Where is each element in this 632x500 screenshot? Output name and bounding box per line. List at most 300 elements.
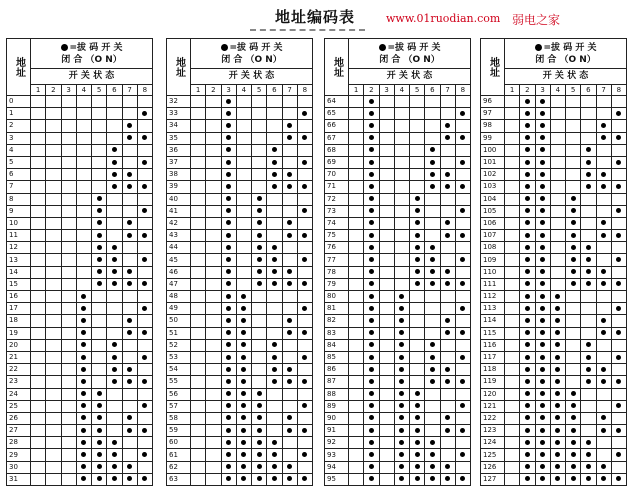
switch-cell-8 xyxy=(455,315,470,327)
address-value: 78 xyxy=(325,266,349,278)
switch-cell-8 xyxy=(297,181,312,193)
switch-cell-2 xyxy=(206,351,221,363)
switch-cell-2 xyxy=(520,108,535,120)
switch-cell-8 xyxy=(455,230,470,242)
switch-cell-1 xyxy=(31,230,46,242)
switch-on-dot-icon xyxy=(369,245,374,250)
switch-cell-5 xyxy=(410,364,425,376)
switch-cell-2 xyxy=(206,327,221,339)
switch-cell-8 xyxy=(611,266,626,278)
switch-on-dot-icon xyxy=(287,281,292,286)
switch-cell-4 xyxy=(236,425,251,437)
switch-number-3: 3 xyxy=(221,85,236,96)
switch-cell-5 xyxy=(566,181,581,193)
switch-cell-7 xyxy=(122,108,137,120)
switch-cell-4 xyxy=(550,327,565,339)
switch-on-dot-icon xyxy=(226,403,231,408)
switch-cell-5 xyxy=(566,291,581,303)
switch-cell-3 xyxy=(221,120,236,132)
switch-cell-1 xyxy=(191,193,206,205)
switch-on-dot-icon xyxy=(555,428,560,433)
switch-cell-8 xyxy=(455,388,470,400)
switch-on-dot-icon xyxy=(616,330,621,335)
switch-on-dot-icon xyxy=(369,123,374,128)
switch-cell-4 xyxy=(76,108,91,120)
switch-on-dot-icon xyxy=(302,379,307,384)
switch-cell-2 xyxy=(364,473,379,485)
switch-cell-4 xyxy=(394,425,409,437)
switch-cell-4 xyxy=(76,449,91,461)
switch-cell-8 xyxy=(611,376,626,388)
switch-on-dot-icon xyxy=(112,257,117,262)
table-row xyxy=(325,205,471,217)
address-value: 96 xyxy=(481,96,505,108)
switch-cell-8 xyxy=(297,96,312,108)
switch-cell-8 xyxy=(297,169,312,181)
switch-on-dot-icon xyxy=(430,342,435,347)
table-row xyxy=(167,217,313,229)
switch-on-dot-icon xyxy=(142,184,147,189)
switch-on-dot-icon xyxy=(226,306,231,311)
switch-on-dot-icon xyxy=(81,342,86,347)
switch-on-dot-icon xyxy=(571,452,576,457)
table-row xyxy=(7,181,153,193)
switch-on-dot-icon xyxy=(525,220,530,225)
switch-cell-8 xyxy=(455,327,470,339)
address-value: 10 xyxy=(7,217,31,229)
switch-cell-3 xyxy=(535,278,550,290)
switch-cell-5 xyxy=(252,132,267,144)
table-row xyxy=(167,169,313,181)
switch-cell-4 xyxy=(394,364,409,376)
switch-cell-5 xyxy=(92,425,107,437)
table-row xyxy=(325,303,471,315)
switch-cell-7 xyxy=(440,412,455,424)
switch-on-dot-icon xyxy=(571,391,576,396)
switch-on-dot-icon xyxy=(445,330,450,335)
switch-on-dot-icon xyxy=(226,294,231,299)
table-row xyxy=(167,205,313,217)
switch-cell-6 xyxy=(267,461,282,473)
switch-on-dot-icon xyxy=(257,233,262,238)
switch-cell-3 xyxy=(61,144,76,156)
table-row xyxy=(7,425,153,437)
switch-cell-2 xyxy=(364,120,379,132)
switch-cell-3 xyxy=(61,156,76,168)
switch-cell-7 xyxy=(596,230,611,242)
switch-cell-6 xyxy=(107,181,122,193)
switch-on-dot-icon xyxy=(571,415,576,420)
switch-cell-4 xyxy=(394,132,409,144)
switch-cell-4 xyxy=(76,412,91,424)
switch-on-dot-icon xyxy=(571,257,576,262)
switch-cell-8 xyxy=(455,291,470,303)
switch-cell-5 xyxy=(92,351,107,363)
switch-cell-3 xyxy=(379,266,394,278)
switch-cell-6 xyxy=(107,156,122,168)
switch-on-dot-icon xyxy=(540,135,545,140)
switch-cell-6 xyxy=(267,181,282,193)
switch-cell-3 xyxy=(221,376,236,388)
switch-on-dot-icon xyxy=(415,245,420,250)
address-value: 127 xyxy=(481,473,505,485)
switch-on-dot-icon xyxy=(81,415,86,420)
switch-on-dot-icon xyxy=(226,355,231,360)
switch-cell-5 xyxy=(252,169,267,181)
switch-cell-3 xyxy=(535,144,550,156)
switch-on-dot-icon xyxy=(97,233,102,238)
switch-on-dot-icon xyxy=(287,233,292,238)
address-value: 113 xyxy=(481,303,505,315)
switch-on-dot-icon xyxy=(460,428,465,433)
switch-number-5: 5 xyxy=(410,85,425,96)
switch-cell-7 xyxy=(596,400,611,412)
switch-cell-8 xyxy=(137,315,152,327)
address-value: 9 xyxy=(7,205,31,217)
switch-cell-4 xyxy=(76,291,91,303)
switch-on-dot-icon xyxy=(302,281,307,286)
switch-cell-4 xyxy=(550,205,565,217)
switch-number-2: 2 xyxy=(46,85,61,96)
switch-cell-5 xyxy=(92,388,107,400)
switch-cell-7 xyxy=(440,303,455,315)
switch-on-dot-icon xyxy=(257,440,262,445)
switch-on-dot-icon xyxy=(540,379,545,384)
switch-on-dot-icon xyxy=(525,147,530,152)
switch-cell-4 xyxy=(236,230,251,242)
switch-cell-6 xyxy=(267,437,282,449)
switch-on-dot-icon xyxy=(415,257,420,262)
switch-cell-6 xyxy=(425,242,440,254)
switch-on-dot-icon xyxy=(555,318,560,323)
switch-cell-7 xyxy=(596,156,611,168)
switch-on-dot-icon xyxy=(226,123,231,128)
switch-cell-3 xyxy=(61,425,76,437)
switch-on-dot-icon xyxy=(272,269,277,274)
switch-cell-6 xyxy=(425,193,440,205)
switch-cell-3 xyxy=(379,315,394,327)
switch-cell-1 xyxy=(31,254,46,266)
switch-on-dot-icon xyxy=(226,196,231,201)
table-row xyxy=(167,376,313,388)
switch-on-dot-icon xyxy=(540,196,545,201)
switch-on-dot-icon xyxy=(257,269,262,274)
switch-cell-1 xyxy=(191,291,206,303)
switch-cell-7 xyxy=(282,291,297,303)
switch-cell-5 xyxy=(566,339,581,351)
switch-cell-3 xyxy=(221,291,236,303)
switch-on-dot-icon xyxy=(586,355,591,360)
switch-on-dot-icon xyxy=(571,208,576,213)
switch-cell-7 xyxy=(122,351,137,363)
legend-dot-icon xyxy=(379,44,386,51)
switch-cell-8 xyxy=(137,339,152,351)
address-value: 4 xyxy=(7,144,31,156)
table-row xyxy=(7,132,153,144)
switch-on-dot-icon xyxy=(272,464,277,469)
switch-cell-3 xyxy=(61,193,76,205)
switch-cell-1 xyxy=(349,376,364,388)
switch-on-dot-icon xyxy=(97,269,102,274)
switch-on-dot-icon xyxy=(241,318,246,323)
switch-cell-6 xyxy=(267,339,282,351)
switch-on-dot-icon xyxy=(226,318,231,323)
switch-cell-6 xyxy=(581,193,596,205)
switch-cell-3 xyxy=(221,156,236,168)
switch-cell-3 xyxy=(535,291,550,303)
switch-cell-4 xyxy=(550,144,565,156)
address-value: 27 xyxy=(7,425,31,437)
address-value: 67 xyxy=(325,132,349,144)
switch-cell-5 xyxy=(566,217,581,229)
switch-cell-5 xyxy=(252,351,267,363)
switch-on-dot-icon xyxy=(445,281,450,286)
switch-cell-5 xyxy=(252,193,267,205)
switch-on-dot-icon xyxy=(586,452,591,457)
table-row xyxy=(481,181,627,193)
switch-cell-5 xyxy=(410,291,425,303)
switch-cell-5 xyxy=(252,156,267,168)
switch-cell-1 xyxy=(31,339,46,351)
switch-cell-3 xyxy=(535,217,550,229)
switch-cell-4 xyxy=(236,120,251,132)
switch-on-dot-icon xyxy=(272,172,277,177)
switch-on-dot-icon xyxy=(81,318,86,323)
switch-on-dot-icon xyxy=(616,208,621,213)
switch-on-dot-icon xyxy=(97,452,102,457)
switch-cell-4 xyxy=(550,376,565,388)
address-value: 18 xyxy=(7,315,31,327)
switch-cell-4 xyxy=(236,364,251,376)
switch-on-dot-icon xyxy=(525,342,530,347)
address-value: 91 xyxy=(325,425,349,437)
switch-cell-2 xyxy=(364,242,379,254)
switch-on-dot-icon xyxy=(601,379,606,384)
switch-cell-5 xyxy=(566,242,581,254)
table-row xyxy=(481,169,627,181)
switch-cell-7 xyxy=(440,315,455,327)
switch-cell-4 xyxy=(394,461,409,473)
switch-cell-7 xyxy=(596,303,611,315)
switch-cell-3 xyxy=(61,230,76,242)
switch-on-dot-icon xyxy=(415,476,420,481)
switch-on-dot-icon xyxy=(399,452,404,457)
switch-cell-1 xyxy=(505,278,520,290)
table-row xyxy=(167,181,313,193)
switch-cell-6 xyxy=(581,254,596,266)
switch-cell-3 xyxy=(61,303,76,315)
switch-cell-1 xyxy=(191,230,206,242)
address-value: 12 xyxy=(7,242,31,254)
switch-on-dot-icon xyxy=(586,160,591,165)
switch-on-dot-icon xyxy=(399,306,404,311)
switch-cell-1 xyxy=(505,291,520,303)
switch-on-dot-icon xyxy=(571,476,576,481)
switch-on-dot-icon xyxy=(112,379,117,384)
switch-cell-3 xyxy=(535,461,550,473)
switch-cell-1 xyxy=(31,132,46,144)
switch-cell-2 xyxy=(46,291,61,303)
switch-cell-6 xyxy=(267,242,282,254)
switch-cell-2 xyxy=(206,169,221,181)
switch-cell-3 xyxy=(379,144,394,156)
address-value: 55 xyxy=(167,376,191,388)
switch-on-dot-icon xyxy=(142,208,147,213)
switch-cell-6 xyxy=(107,449,122,461)
switch-cell-5 xyxy=(410,376,425,388)
switch-number-7: 7 xyxy=(596,85,611,96)
switch-cell-6 xyxy=(425,96,440,108)
legend-line2: 闭 合 （O N） xyxy=(221,54,282,65)
switch-on-dot-icon xyxy=(525,245,530,250)
switch-on-dot-icon xyxy=(445,172,450,177)
switch-cell-1 xyxy=(349,461,364,473)
switch-cell-7 xyxy=(282,437,297,449)
table-row xyxy=(167,339,313,351)
switch-cell-7 xyxy=(440,351,455,363)
switch-on-dot-icon xyxy=(555,464,560,469)
switch-on-dot-icon xyxy=(460,330,465,335)
switch-cell-6 xyxy=(581,242,596,254)
switch-cell-2 xyxy=(520,339,535,351)
switch-cell-1 xyxy=(349,437,364,449)
switch-cell-5 xyxy=(566,278,581,290)
switch-cell-6 xyxy=(581,400,596,412)
switch-cell-5 xyxy=(252,339,267,351)
switch-cell-7 xyxy=(122,449,137,461)
switch-on-dot-icon xyxy=(97,257,102,262)
table-row xyxy=(7,217,153,229)
switch-cell-1 xyxy=(505,327,520,339)
switch-cell-7 xyxy=(596,339,611,351)
address-table-3 xyxy=(324,38,471,486)
switch-cell-3 xyxy=(535,376,550,388)
switch-cell-3 xyxy=(535,437,550,449)
switch-cell-1 xyxy=(31,303,46,315)
table-row xyxy=(325,181,471,193)
switch-on-dot-icon xyxy=(127,123,132,128)
switch-on-dot-icon xyxy=(399,379,404,384)
switch-cell-2 xyxy=(206,339,221,351)
address-value: 123 xyxy=(481,425,505,437)
address-value: 84 xyxy=(325,339,349,351)
switch-cell-8 xyxy=(455,120,470,132)
switch-on-dot-icon xyxy=(540,281,545,286)
switch-on-dot-icon xyxy=(399,355,404,360)
address-value: 94 xyxy=(325,461,349,473)
switch-cell-3 xyxy=(61,315,76,327)
switch-cell-3 xyxy=(379,400,394,412)
switch-on-dot-icon xyxy=(525,160,530,165)
switch-cell-4 xyxy=(236,108,251,120)
switch-cell-7 xyxy=(122,230,137,242)
switch-cell-4 xyxy=(550,339,565,351)
address-value: 40 xyxy=(167,193,191,205)
switch-cell-4 xyxy=(236,473,251,485)
legend-line1: =拔 码 开 关 xyxy=(387,42,441,53)
switch-cell-2 xyxy=(520,254,535,266)
switch-cell-8 xyxy=(137,291,152,303)
table-row xyxy=(325,449,471,461)
address-value: 50 xyxy=(167,315,191,327)
table-row xyxy=(167,266,313,278)
switch-on-dot-icon xyxy=(399,476,404,481)
switch-on-dot-icon xyxy=(287,415,292,420)
switch-cell-4 xyxy=(236,156,251,168)
switch-on-dot-icon xyxy=(142,257,147,262)
switch-on-dot-icon xyxy=(540,428,545,433)
switch-cell-2 xyxy=(520,205,535,217)
switch-cell-2 xyxy=(46,254,61,266)
switch-cell-8 xyxy=(137,254,152,266)
table-row xyxy=(7,254,153,266)
table-row xyxy=(325,108,471,120)
switch-cell-4 xyxy=(236,217,251,229)
switch-on-dot-icon xyxy=(445,415,450,420)
switch-cell-4 xyxy=(394,144,409,156)
switch-cell-3 xyxy=(221,132,236,144)
switch-cell-3 xyxy=(535,120,550,132)
address-value: 41 xyxy=(167,205,191,217)
switch-cell-2 xyxy=(46,425,61,437)
switch-on-dot-icon xyxy=(555,440,560,445)
switch-cell-7 xyxy=(122,291,137,303)
switch-on-dot-icon xyxy=(257,281,262,286)
switch-cell-5 xyxy=(566,120,581,132)
switch-on-dot-icon xyxy=(369,172,374,177)
switch-cell-7 xyxy=(282,425,297,437)
switch-cell-8 xyxy=(137,278,152,290)
switch-number-8: 8 xyxy=(297,85,312,96)
switch-cell-4 xyxy=(236,339,251,351)
switch-cell-3 xyxy=(379,461,394,473)
switch-cell-5 xyxy=(410,96,425,108)
table-row xyxy=(167,364,313,376)
table-row xyxy=(7,278,153,290)
address-value: 83 xyxy=(325,327,349,339)
switch-cell-1 xyxy=(31,449,46,461)
switch-number-6: 6 xyxy=(581,85,596,96)
switch-cell-2 xyxy=(364,315,379,327)
switch-cell-4 xyxy=(236,144,251,156)
address-value: 17 xyxy=(7,303,31,315)
switch-cell-6 xyxy=(107,144,122,156)
switch-cell-5 xyxy=(252,437,267,449)
switch-cell-5 xyxy=(92,473,107,485)
switch-cell-5 xyxy=(92,144,107,156)
switch-cell-3 xyxy=(221,169,236,181)
switch-cell-8 xyxy=(137,144,152,156)
switch-on-dot-icon xyxy=(226,428,231,433)
switch-cell-7 xyxy=(282,449,297,461)
table-row xyxy=(167,278,313,290)
switch-cell-6 xyxy=(425,315,440,327)
switch-on-dot-icon xyxy=(369,367,374,372)
switch-cell-6 xyxy=(267,144,282,156)
switch-cell-4 xyxy=(394,169,409,181)
switch-cell-7 xyxy=(440,156,455,168)
switch-cell-6 xyxy=(267,315,282,327)
switch-cell-5 xyxy=(410,339,425,351)
switch-on-dot-icon xyxy=(97,476,102,481)
switch-cell-3 xyxy=(61,132,76,144)
switch-cell-3 xyxy=(61,169,76,181)
switch-cell-2 xyxy=(46,266,61,278)
switch-cell-6 xyxy=(581,449,596,461)
switch-on-dot-icon xyxy=(142,330,147,335)
switch-cell-8 xyxy=(297,425,312,437)
switch-cell-3 xyxy=(221,315,236,327)
